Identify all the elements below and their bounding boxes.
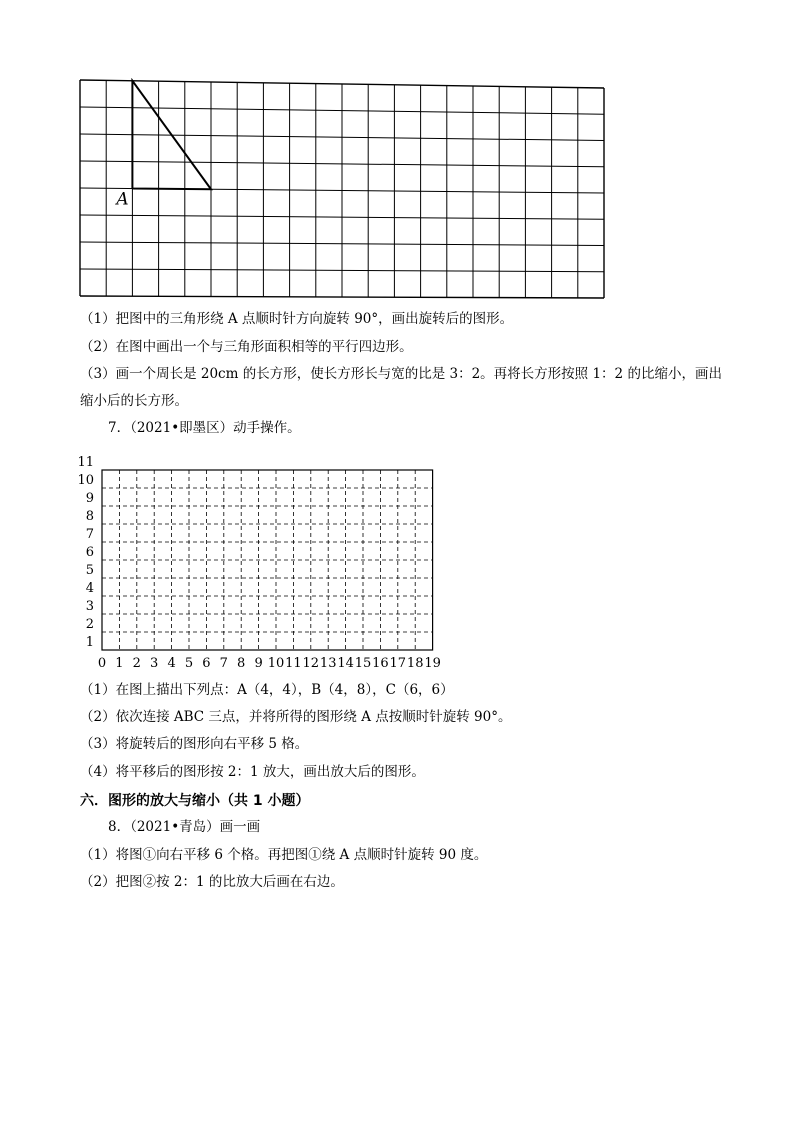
x-tick-label: 5	[184, 656, 194, 670]
q8-item-1: （1）将图①向右平移 6 个格。再把图①绕 A 点顺时针旋转 90 度。	[80, 847, 488, 863]
q6-item-2: （2）在图中画出一个与三角形面积相等的平行四边形。	[80, 339, 413, 355]
x-tick-label: 14	[337, 656, 354, 670]
x-tick-label: 11	[285, 656, 302, 670]
y-tick-label: 2	[85, 617, 94, 632]
q6-item-3-cont: 缩小后的长方形。	[80, 393, 188, 409]
y-tick-label: 11	[77, 455, 94, 470]
y-tick-label: 10	[77, 473, 94, 488]
x-tick-label: 18	[406, 656, 424, 670]
x-tick-label: 1	[115, 656, 124, 670]
q8-item-2: （2）把图②按 2：1 的比放大后画在右边。	[80, 874, 344, 890]
q7-item-1: （1）在图上描出下列点：A（4，4），B（4，8），C（6，6）	[80, 682, 454, 698]
coordinate-grid-figure	[70, 444, 455, 670]
x-tick-label: 7	[219, 656, 228, 670]
y-tick-label: 3	[85, 599, 94, 614]
x-tick-label: 10	[267, 656, 285, 670]
y-tick-label: 6	[85, 545, 94, 560]
section-6-heading: 六．图形的放大与缩小（共 1 小题）	[80, 793, 310, 809]
triangle-grid-figure	[78, 78, 608, 300]
y-tick-label: 8	[85, 509, 94, 524]
x-tick-label: 9	[254, 656, 263, 670]
x-tick-label: 6	[202, 656, 211, 670]
x-tick-label: 17	[389, 656, 407, 670]
y-tick-label: 7	[85, 527, 94, 542]
x-tick-label: 16	[372, 656, 389, 670]
y-tick-label: 1	[85, 635, 94, 650]
x-tick-label: 0	[97, 656, 107, 670]
x-tick-label: 4	[167, 656, 176, 670]
x-tick-label: 15	[354, 656, 372, 670]
q7-title: 7．（2021•即墨区）动手操作。	[108, 420, 301, 436]
x-tick-label: 19	[424, 656, 441, 670]
q6-item-1: （1）把图中的三角形绕 A 点顺时针方向旋转 90°，画出旋转后的图形。	[80, 311, 514, 327]
x-tick-label: 8	[237, 656, 246, 670]
q6-item-3: （3）画一个周长是 20cm 的长方形，使长方形长与宽的比是 3：2。再将长方形按照 1：2 的比缩小，画出	[80, 366, 722, 382]
x-tick-label: 12	[302, 656, 320, 670]
q7-item-3: （3）将旋转后的图形向右平移 5 格。	[80, 736, 309, 752]
x-tick-label: 3	[150, 656, 159, 670]
x-tick-label: 13	[319, 656, 337, 670]
q8-title: 8．（2021•青岛）画一画	[108, 819, 261, 835]
point-a-label: A	[116, 189, 129, 210]
y-tick-label: 9	[85, 491, 94, 506]
y-tick-label: 4	[85, 581, 94, 596]
q7-item-4: （4）将平移后的图形按 2：1 放大，画出放大后的图形。	[80, 764, 425, 780]
q7-item-2: （2）依次连接 ABC 三点，并将所得的图形绕 A 点按顺时针旋转 90°。	[80, 709, 512, 725]
x-tick-label: 2	[132, 656, 141, 670]
y-tick-label: 5	[85, 563, 94, 578]
